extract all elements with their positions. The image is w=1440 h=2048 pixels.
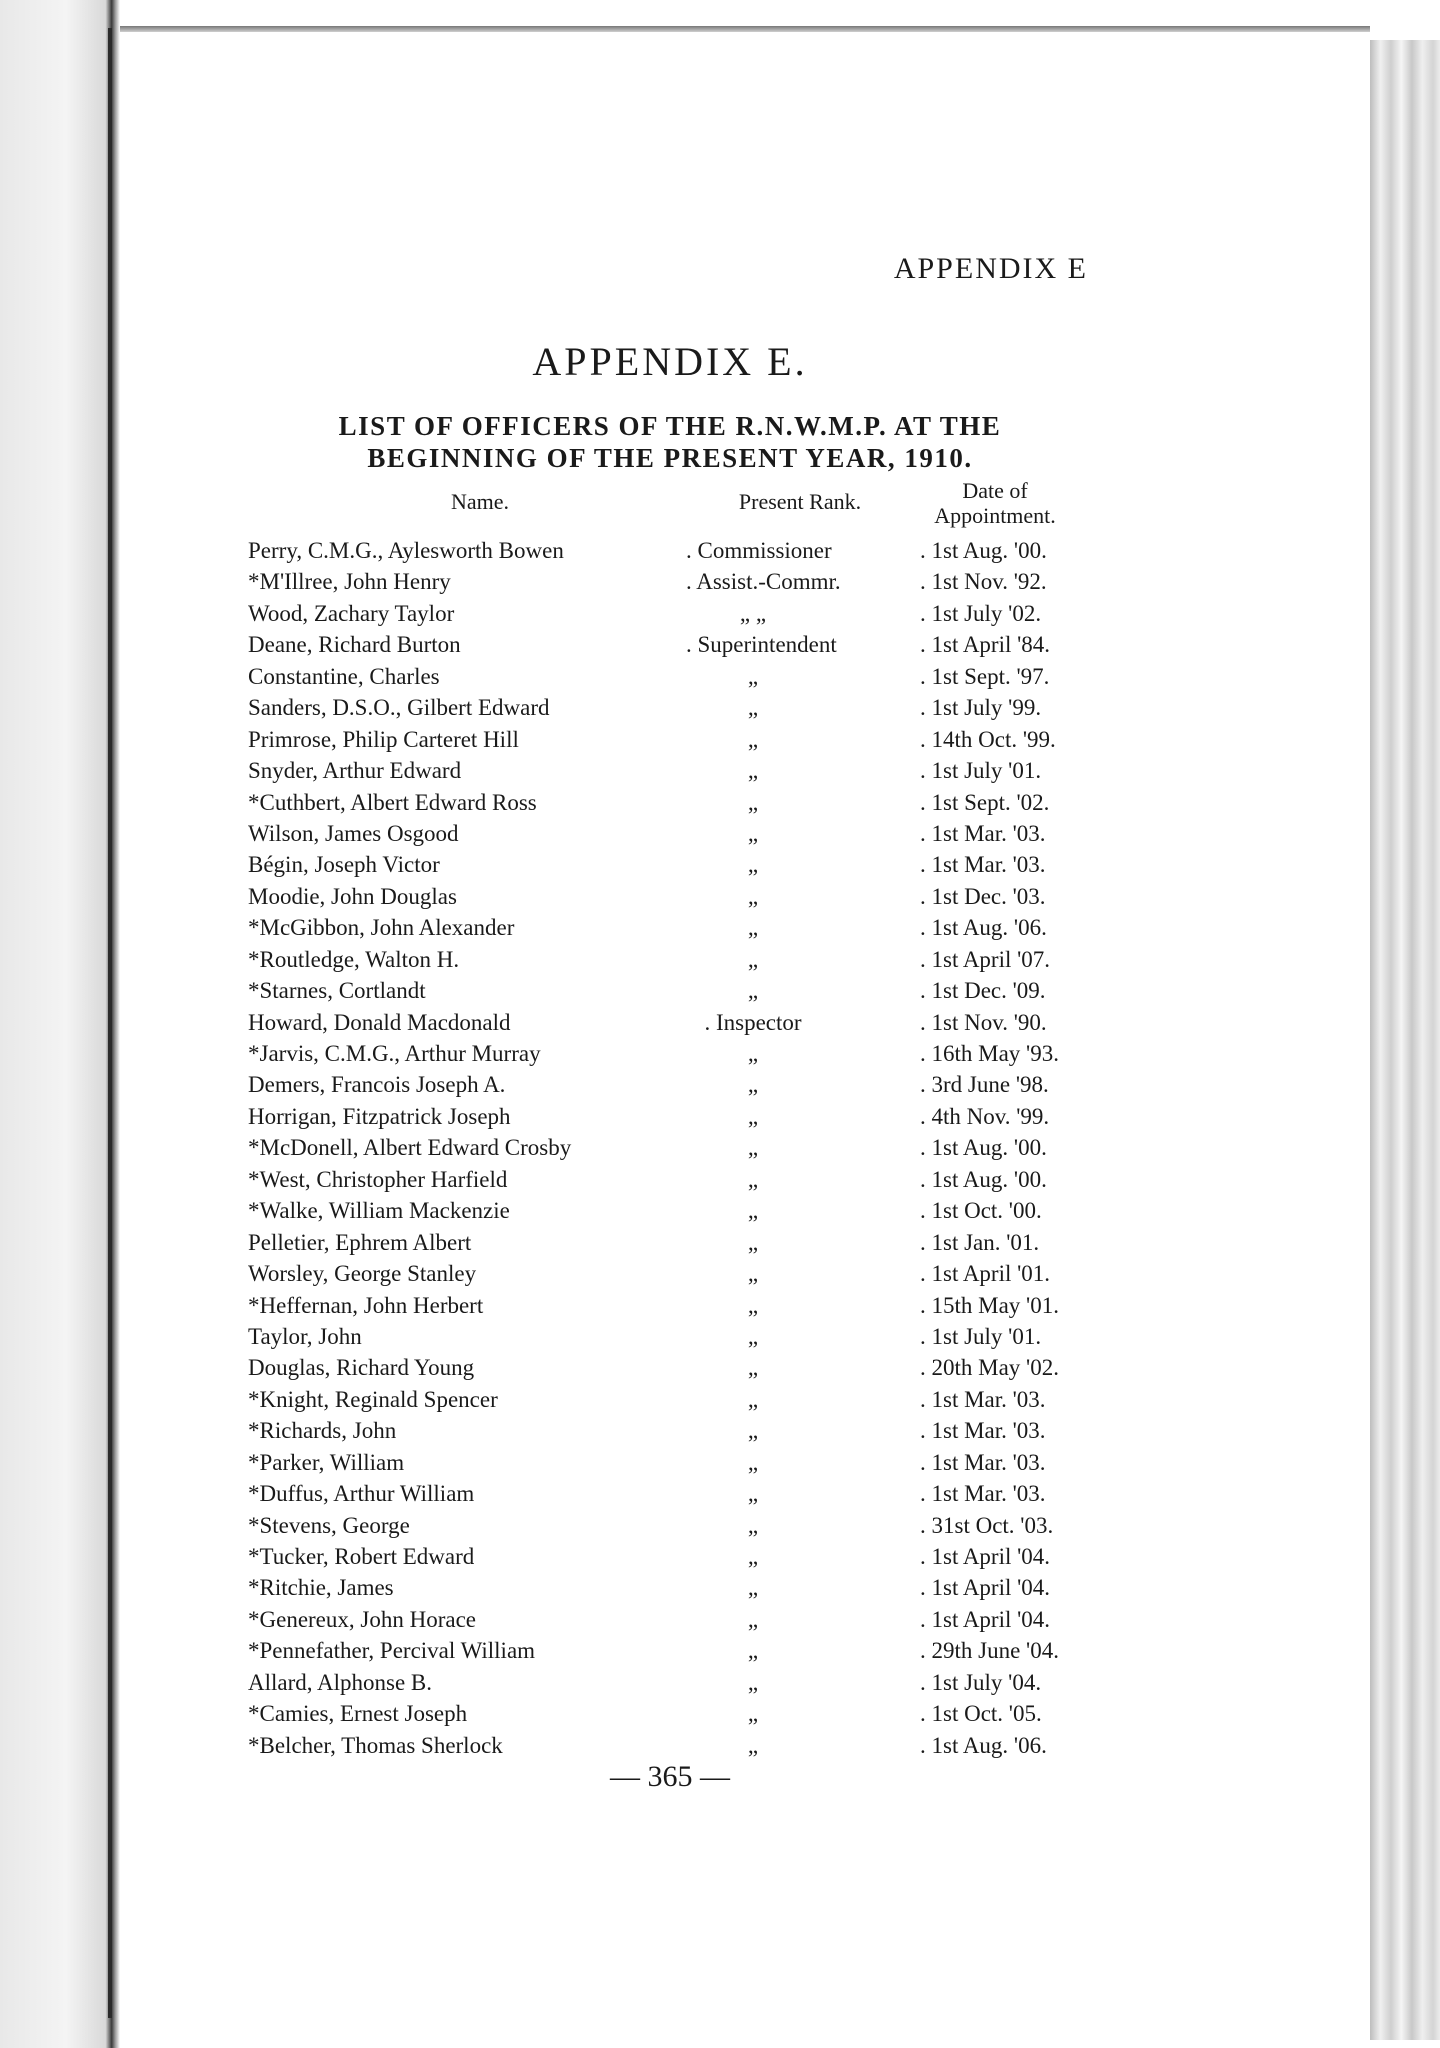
- officer-rank: „: [747, 758, 759, 784]
- officer-appointment-date: . 1st Mar. '03.: [920, 852, 1046, 878]
- officer-rank: . Assist.-Commr.: [686, 569, 841, 595]
- officer-rank: „: [747, 663, 759, 689]
- officer-row: [248, 755, 1088, 786]
- officer-row: [248, 881, 1088, 912]
- officer-row: [248, 1069, 1088, 1100]
- officer-appointment-date: . 1st Aug. '00.: [920, 538, 1047, 563]
- officer-rank: „: [747, 883, 759, 909]
- officer-rank: „: [747, 1732, 759, 1758]
- officer-appointment-date: . 1st Aug. '00.: [920, 1135, 1047, 1161]
- officer-rank: „: [747, 1418, 759, 1444]
- officer-name: Wood, Zachary Taylor: [248, 600, 455, 626]
- officer-name: Deane, Richard Burton: [248, 632, 461, 658]
- officer-rank: „: [747, 915, 759, 941]
- officer-name: *West, Christopher Harfield: [248, 1166, 508, 1192]
- officer-appointment-date: . 1st Oct. '00.: [920, 1198, 1042, 1224]
- officer-rank: „: [747, 1229, 759, 1255]
- officer-rank: . Superintendent: [686, 632, 837, 658]
- officer-appointment-date: . 1st Mar. '03.: [920, 1449, 1046, 1475]
- column-header-date-line-2: Appointment.: [934, 503, 1056, 528]
- officer-appointment-date: . 1st Sept. '02.: [920, 789, 1050, 815]
- officer-appointment-date: . 1st Dec. '03.: [920, 883, 1046, 909]
- officer-name: *Ritchie, James: [248, 1575, 394, 1601]
- officer-row: [248, 1478, 1088, 1509]
- book-gutter: [0, 0, 120, 2048]
- officer-row: [248, 724, 1088, 755]
- officer-row: [248, 692, 1088, 723]
- officer-name: *McGibbon, John Alexander: [248, 915, 515, 941]
- officer-appointment-date: . 14th Oct. '99.: [920, 726, 1056, 752]
- officer-name: *McDonell, Albert Edward Crosby: [248, 1135, 572, 1161]
- officer-name: *Pennefather, Percival William: [248, 1638, 536, 1664]
- officer-row: [248, 1101, 1088, 1132]
- officer-appointment-date: . 1st Mar. '03.: [920, 1418, 1046, 1444]
- officer-appointment-date: . 1st April '01.: [920, 1261, 1051, 1287]
- officer-rank: „: [747, 852, 759, 878]
- officer-name: *Routledge, Walton H.: [248, 946, 460, 972]
- officer-row: [248, 1730, 1088, 1761]
- officer-row: [248, 1132, 1088, 1163]
- page-stack-edge: [1370, 40, 1440, 2040]
- officer-rank: „: [747, 1135, 759, 1161]
- officer-row: [248, 912, 1088, 943]
- officer-row: [248, 787, 1088, 818]
- officer-appointment-date: . 1st Mar. '03.: [920, 820, 1046, 846]
- officer-rank: . Inspector: [704, 1009, 802, 1035]
- officer-row: [248, 1164, 1088, 1195]
- officer-rank: „: [747, 1701, 759, 1727]
- officer-row: [248, 849, 1088, 880]
- officer-row: [248, 1698, 1088, 1729]
- officer-appointment-date: . 1st Aug. '06.: [920, 915, 1047, 941]
- officer-rank: „: [747, 1323, 759, 1349]
- officer-name: *Heffernan, John Herbert: [248, 1292, 484, 1318]
- officer-row: [248, 1195, 1088, 1226]
- officer-appointment-date: . 1st April '07.: [920, 946, 1051, 972]
- page-number: — 365 —: [610, 1760, 730, 1793]
- officer-rank: „: [747, 1198, 759, 1224]
- officer-row: [248, 1258, 1088, 1289]
- officer-rank: „: [747, 1481, 759, 1507]
- officer-row: [248, 1510, 1088, 1541]
- officer-appointment-date: . 1st Nov. '92.: [920, 569, 1047, 595]
- officer-appointment-date: . 1st Aug. '00.: [920, 1166, 1047, 1192]
- column-header-name: Name.: [450, 489, 510, 514]
- officer-name: Primrose, Philip Carteret Hill: [248, 726, 519, 752]
- officer-appointment-date: . 1st Aug. '06.: [920, 1732, 1047, 1758]
- officer-row: [248, 1321, 1088, 1352]
- officer-row: [248, 1447, 1088, 1478]
- officer-row: [248, 1038, 1088, 1069]
- officer-name: *Tucker, Robert Edward: [248, 1544, 475, 1569]
- officer-list: [248, 535, 1088, 1761]
- officer-name: Pelletier, Ephrem Albert: [248, 1229, 472, 1255]
- column-header-rank: Present Rank.: [738, 489, 862, 514]
- officer-rank: „: [747, 1103, 759, 1129]
- officer-appointment-date: . 4th Nov. '99.: [920, 1103, 1050, 1129]
- officer-rank: „: [747, 1041, 759, 1066]
- officer-row: [248, 598, 1088, 629]
- officer-name: Horrigan, Fitzpatrick Joseph: [248, 1103, 511, 1129]
- officer-appointment-date: . 15th May '01.: [920, 1292, 1059, 1318]
- officer-appointment-date: . 16th May '93.: [920, 1041, 1059, 1066]
- officer-rank: „: [747, 695, 759, 721]
- officer-appointment-date: . 1st Mar. '03.: [920, 1386, 1046, 1412]
- officer-name: *Belcher, Thomas Sherlock: [248, 1732, 503, 1758]
- officer-name: *Richards, John: [248, 1418, 397, 1444]
- officer-rank: „: [747, 946, 759, 972]
- officer-appointment-date: . 29th June '04.: [920, 1638, 1059, 1664]
- officer-name: *Starnes, Cortlandt: [248, 978, 426, 1004]
- officer-name: Bégin, Joseph Victor: [248, 852, 440, 878]
- officer-row: [248, 975, 1088, 1006]
- officer-name: *M'Illree, John Henry: [248, 569, 451, 595]
- officer-appointment-date: . 1st July '02.: [920, 600, 1042, 626]
- officer-name: Moodie, John Douglas: [248, 883, 457, 909]
- officer-rank: „: [747, 1544, 759, 1569]
- officer-appointment-date: . 1st Nov. '90.: [920, 1009, 1047, 1035]
- officer-row: [248, 1384, 1088, 1415]
- officer-rank: „: [747, 1386, 759, 1412]
- officer-row: [248, 1572, 1088, 1603]
- officer-appointment-date: . 1st April '84.: [920, 632, 1051, 658]
- officer-name: Constantine, Charles: [248, 663, 440, 689]
- officer-row: [248, 1227, 1088, 1258]
- officer-row: [248, 566, 1088, 597]
- officer-appointment-date: . 20th May '02.: [920, 1355, 1059, 1381]
- officer-rank: „: [747, 726, 759, 752]
- officer-name: Wilson, James Osgood: [248, 820, 459, 846]
- officer-appointment-date: . 1st Oct. '05.: [920, 1701, 1042, 1727]
- officer-row: [248, 1604, 1088, 1635]
- officer-row: [248, 661, 1088, 692]
- officer-rank: „: [747, 820, 759, 846]
- officer-rank: „: [747, 1669, 759, 1695]
- officer-rank: „: [747, 1606, 759, 1632]
- officer-rank: „ „: [739, 600, 767, 626]
- officer-name: Perry, C.M.G., Aylesworth Bowen: [248, 538, 564, 563]
- officer-name: Snyder, Arthur Edward: [248, 758, 462, 784]
- officer-name: Taylor, John: [248, 1323, 362, 1349]
- officer-row: [248, 1667, 1088, 1698]
- officer-appointment-date: . 1st July '04.: [920, 1669, 1042, 1695]
- column-header-date-line-1: Date of: [962, 478, 1028, 503]
- officer-appointment-date: . 1st April '04.: [920, 1544, 1051, 1569]
- officer-appointment-date: . 3rd June '98.: [920, 1072, 1049, 1098]
- officer-rank: „: [747, 1072, 759, 1098]
- subtitle-line-2: BEGINNING OF THE PRESENT YEAR, 1910.: [367, 443, 973, 473]
- officer-row: [248, 944, 1088, 975]
- officer-rank: „: [747, 978, 759, 1004]
- officer-appointment-date: . 1st April '04.: [920, 1606, 1051, 1632]
- officer-rank: „: [747, 1575, 759, 1601]
- officer-rank: „: [747, 1166, 759, 1192]
- officer-row: [248, 1290, 1088, 1321]
- officer-row: [248, 1007, 1088, 1038]
- officer-row: [248, 1415, 1088, 1446]
- officer-row: [248, 535, 1088, 566]
- running-head: APPENDIX E: [893, 252, 1088, 285]
- officer-name: Douglas, Richard Young: [248, 1355, 475, 1381]
- officer-name: Allard, Alphonse B.: [248, 1669, 432, 1695]
- officer-name: *Cuthbert, Albert Edward Ross: [248, 789, 537, 815]
- officer-name: Sanders, D.S.O., Gilbert Edward: [248, 695, 550, 721]
- officer-appointment-date: . 1st July '01.: [920, 1323, 1042, 1349]
- subtitle: [0, 410, 1340, 474]
- officer-name: *Knight, Reginald Spencer: [248, 1386, 498, 1412]
- officer-name: *Walke, William Mackenzie: [248, 1198, 510, 1224]
- officer-name: *Jarvis, C.M.G., Arthur Murray: [248, 1041, 541, 1066]
- officer-name: *Camies, Ernest Joseph: [248, 1701, 468, 1727]
- page-title: APPENDIX E.: [532, 339, 808, 384]
- officer-appointment-date: . 1st Jan. '01.: [920, 1229, 1040, 1255]
- officer-name: *Duffus, Arthur William: [248, 1481, 475, 1507]
- subtitle-line-1: LIST OF OFFICERS OF THE R.N.W.M.P. AT THE: [338, 411, 1002, 441]
- officer-rank: „: [747, 1638, 759, 1664]
- officer-appointment-date: . 1st July '01.: [920, 758, 1042, 784]
- page-top-edge: [120, 26, 1370, 32]
- officer-appointment-date: . 31st Oct. '03.: [920, 1512, 1054, 1538]
- officer-row: [248, 629, 1088, 660]
- officer-appointment-date: . 1st Mar. '03.: [920, 1481, 1046, 1507]
- officer-row: [248, 1352, 1088, 1383]
- officer-name: Worsley, George Stanley: [248, 1261, 477, 1287]
- officer-name: Howard, Donald Macdonald: [248, 1009, 511, 1035]
- officer-rank: „: [747, 1449, 759, 1475]
- officer-name: *Parker, William: [248, 1449, 405, 1475]
- officer-rank: „: [747, 1261, 759, 1287]
- officer-row: [248, 1541, 1088, 1572]
- officer-name: *Stevens, George: [248, 1512, 410, 1538]
- officer-appointment-date: . 1st July '99.: [920, 695, 1042, 721]
- officer-rank: „: [747, 1512, 759, 1538]
- officer-rank: „: [747, 1292, 759, 1318]
- officer-appointment-date: . 1st Dec. '09.: [920, 978, 1046, 1004]
- officer-appointment-date: . 1st April '04.: [920, 1575, 1051, 1601]
- officer-rank: „: [747, 789, 759, 815]
- officer-appointment-date: . 1st Sept. '97.: [920, 663, 1050, 689]
- column-header-date: [910, 478, 1080, 528]
- officer-row: [248, 1635, 1088, 1666]
- spine-line: [108, 28, 112, 2018]
- officer-name: Demers, Francois Joseph A.: [248, 1072, 506, 1098]
- officer-rank: „: [747, 1355, 759, 1381]
- officer-name: *Genereux, John Horace: [248, 1606, 476, 1632]
- officer-row: [248, 818, 1088, 849]
- officer-rank: . Commissioner: [686, 538, 832, 563]
